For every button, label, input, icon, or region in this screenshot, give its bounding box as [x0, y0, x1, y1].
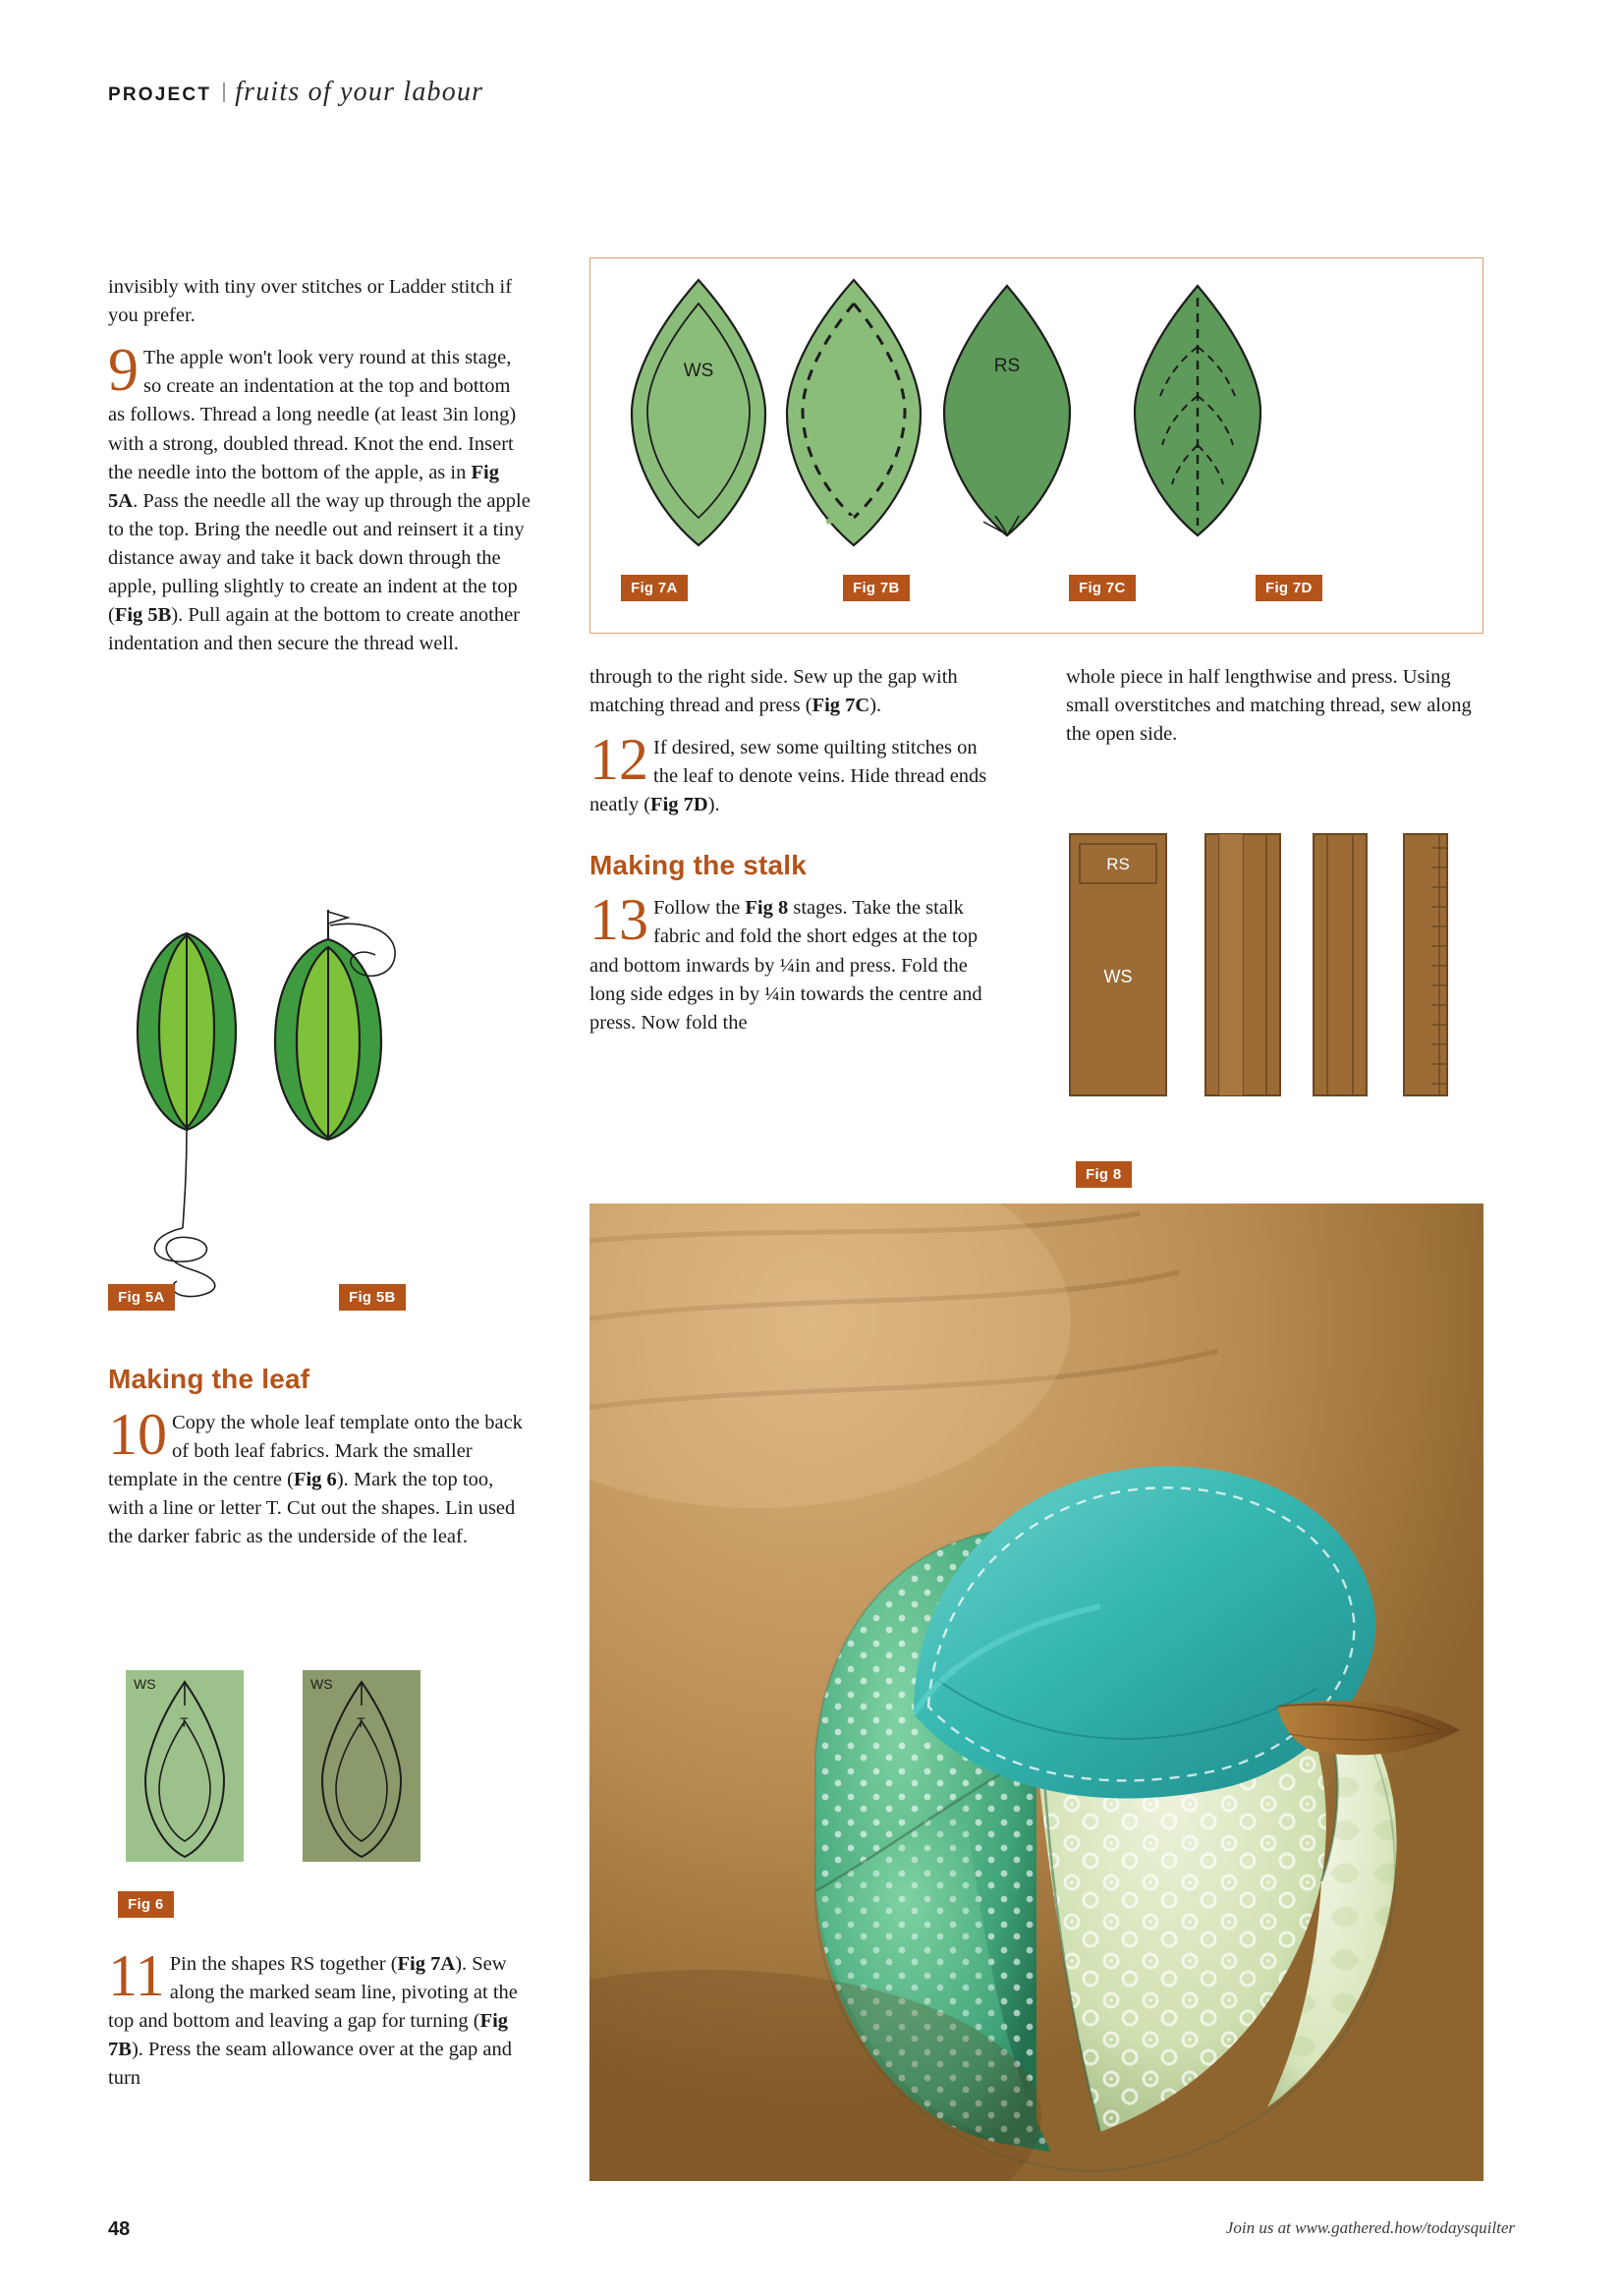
header-kicker: PROJECT	[108, 84, 212, 105]
step-9-ref-fig5a: Fig 5A	[108, 461, 499, 512]
heading-making-the-stalk: Making the stalk	[589, 849, 808, 880]
figure-label-fig5a: Fig 5A	[108, 1284, 175, 1311]
step-13-ref-fig8: Fig 8	[745, 897, 789, 920]
step-9-number: 9	[108, 337, 139, 405]
template-label-ws-light: WS	[134, 1676, 156, 1692]
figure-label-fig8: Fig 8	[1076, 1161, 1132, 1188]
step-12-text-b: ).	[707, 794, 720, 816]
step-10	[108, 1401, 531, 1552]
cont-text-a: through to the right side. Sew up the gap with matching thread and press (	[589, 666, 958, 717]
cont-ref-fig7c: Fig 7C	[812, 695, 870, 717]
figure-label-fig7d: Fig 7D	[1256, 575, 1322, 601]
template-label-t-dark: T	[357, 1714, 365, 1730]
fig7d-leaf	[1135, 286, 1260, 535]
step-9-text-b: . Pass the needle all the way up through the apple to the top. Bring the needle out and reinsert it a tiny distance away and take it back down through the apple, pulling slightly to create an indent at the top (	[108, 489, 531, 627]
paragraph-intro: invisibly with tiny over stitches or Ladder stitch if you prefer.	[108, 276, 513, 327]
step-11	[108, 1943, 531, 2094]
figure-label-fig7a: Fig 7A	[621, 575, 688, 601]
template-dark-fabric	[303, 1670, 420, 1862]
template-label-ws-dark: WS	[310, 1676, 333, 1692]
column-one-lower	[108, 1344, 531, 1565]
template-light-fabric	[126, 1670, 244, 1862]
step-13	[589, 887, 1002, 1037]
page-header	[108, 77, 483, 108]
svg-text:WS: WS	[1103, 967, 1133, 986]
figure-label-fig7c: Fig 7C	[1069, 575, 1136, 601]
step-11-text-a: Pin the shapes RS together (	[169, 1953, 398, 1975]
heading-making-the-leaf: Making the leaf	[108, 1364, 310, 1394]
step-10-text-a: Copy the whole leaf template onto the back of both leaf fabrics. Mark the smaller template in the centre (	[108, 1411, 523, 1490]
paragraph-continued-stalk: whole piece in half lengthwise and press. Using small overstitches and matching thread, sew along the open side.	[1066, 666, 1472, 746]
step-12	[589, 727, 1002, 819]
template-label-t-light: T	[180, 1714, 189, 1730]
step-13-text-b: stages. Take the stalk fabric and fold the short edges at the top and bottom inwards by ¼in and press. Fold the long side edges in by ¼in towards the centre and press. Now fold the	[589, 897, 982, 1034]
step-10-ref-fig6: Fig 6	[293, 1468, 337, 1490]
column-three	[1066, 663, 1479, 762]
page-number: 48	[108, 2218, 131, 2240]
step-12-number: 12	[589, 727, 648, 793]
figure-7-panel	[589, 257, 1483, 634]
step-12-text-a: If desired, sew some quilting stitches on the leaf to denote veins. Hide thread ends neatly (	[589, 737, 987, 816]
step-10-text-b: ). Mark the top too, with a line or letter T. Cut out the shapes. Lin used the darker fabric as the underside of the leaf.	[108, 1468, 516, 1548]
svg-text:RS: RS	[993, 356, 1021, 376]
header-divider	[223, 83, 225, 102]
project-photo	[589, 1204, 1483, 2181]
page-title: fruits of your labour	[235, 77, 484, 107]
figure-6-illustration	[126, 1670, 479, 1876]
step-9-ref-fig5b: Fig 5B	[114, 604, 172, 627]
step-13-number: 13	[589, 887, 648, 953]
svg-text:WS: WS	[683, 361, 714, 381]
fig7c-leaf	[944, 286, 1070, 535]
paragraph-continued-7c	[589, 663, 1002, 720]
step-13-text-a: Follow the	[653, 897, 746, 920]
figure-8-illustration	[1066, 830, 1488, 1115]
svg-text:RS: RS	[1106, 855, 1130, 873]
step-11-ref-fig7a: Fig 7A	[397, 1953, 456, 1975]
step-11-ref-fig7b: Fig 7B	[108, 2010, 509, 2061]
step-12-ref-fig7d: Fig 7D	[650, 794, 708, 816]
column-one	[108, 273, 531, 672]
column-one-bottom	[108, 1943, 531, 2107]
fig7a-leaf	[632, 280, 765, 545]
step-11-text-b: ). Sew along the marked seam line, pivoting at the top and bottom and leaving a gap for turning (	[108, 1953, 518, 2033]
step-10-number: 10	[108, 1401, 167, 1467]
figure-5-illustration	[108, 904, 531, 1316]
column-two	[589, 663, 1002, 1051]
step-11-text-c: ). Press the seam allowance over at the gap and turn	[108, 2039, 513, 2090]
figure-label-fig5b: Fig 5B	[339, 1284, 406, 1311]
fig7b-leaf	[787, 280, 921, 545]
figure-label-fig7b: Fig 7B	[843, 575, 910, 601]
step-9-text-a: The apple won't look very round at this stage, so create an indentation at the top and bottom as follows. Thread a long needle (at least 3in long) with a strong, doubled thread. Knot the end. Insert the needle into the bottom of the apple, as in	[108, 347, 517, 483]
cont-text-b: ).	[869, 695, 882, 717]
footer-note: Join us at www.gathered.how/todaysquilter	[1225, 2218, 1515, 2237]
step-11-number: 11	[108, 1943, 165, 2008]
step-9-text-c: ). Pull again at the bottom to create another indentation and then secure the thread well.	[108, 604, 521, 655]
figure-label-fig6: Fig 6	[118, 1891, 174, 1918]
step-9	[108, 337, 531, 658]
